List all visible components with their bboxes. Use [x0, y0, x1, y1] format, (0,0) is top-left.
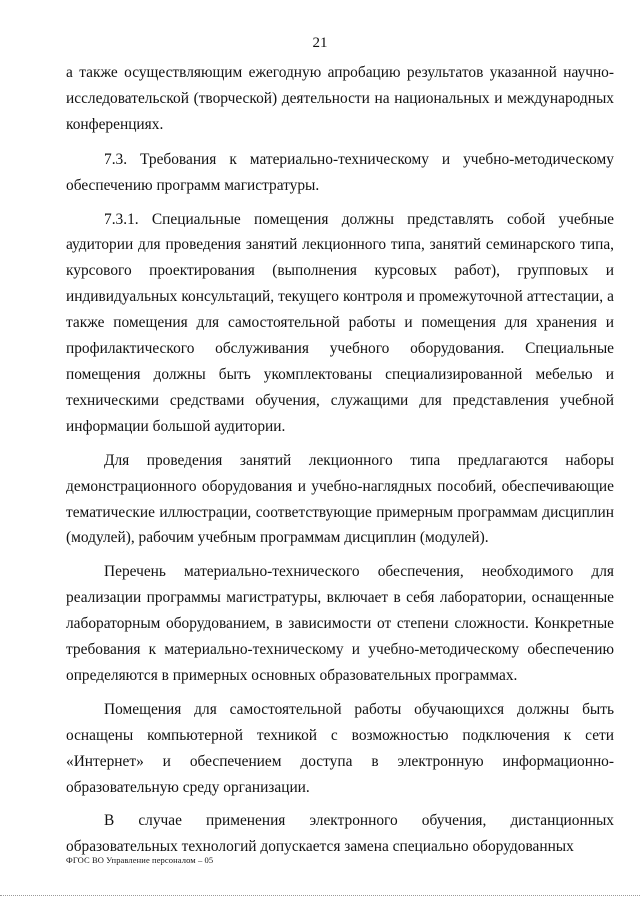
paragraph-7-3-1: 7.3.1. Специальные помещения должны представлять собой учебные аудитории для проведения занятий лекционного типа, занятий семинарского типа, курсового проектирования (выполнения курсовых работ), групповых и индивидуальных консультаций, текущего контроля и промежуточной аттестации, а также помещения для самостоятельной работы и помещения для хранения и профилактического обслуживания учебного оборудования. Специальные помещения должны быть укомплектованы специализированной мебелью и техническими средствами обучения, служащими для представления учебной информации большой аудитории.: [66, 210, 614, 435]
section-heading-7-3: 7.3. Требования к материально-техническому и учебно-методическому обеспечению программ магистратуры.: [66, 150, 614, 194]
paragraph-continuation: а также осуществляющим ежегодную апробацию результатов указанной научно-исследовательской (творческой) деятельности на национальных и международных конференциях.: [66, 64, 614, 133]
page-footer: ФГОС ВО Управление персоналом – 05: [66, 855, 214, 865]
paragraph-self-study-rooms: Помещения для самостоятельной работы обучающихся должны быть оснащены компьютерной техникой с возможностью подключения к сети «Интернет» и обеспечением доступа в электронную информационно-образовательную среду организации.: [66, 700, 614, 796]
paragraph-equipment-list: Перечень материально-технического обеспечения, необходимого для реализации программы магистратуры, включает в себя лаборатории, оснащенные лабораторным оборудованием, в зависимости от степени сложности. Конкретные требования к материально-техническому и учебно-методическому обеспечению определяются в примерных основных образовательных программах.: [66, 563, 614, 684]
scan-edge-divider: [0, 895, 640, 897]
document-body: [66, 60, 614, 860]
page-number: 21: [312, 35, 328, 51]
paragraph-e-learning: В случае применения электронного обучения, дистанционных образовательных технологий допускается замена специально оборудованных: [66, 812, 614, 856]
paragraph-lecture-equipment: Для проведения занятий лекционного типа предлагаются наборы демонстрационного оборудования и учебно-наглядных пособий, обеспечивающие тематические иллюстрации, соответствующие примерным программам дисциплин (модулей), рабочим учебным программам дисциплин (модулей).: [66, 451, 614, 547]
